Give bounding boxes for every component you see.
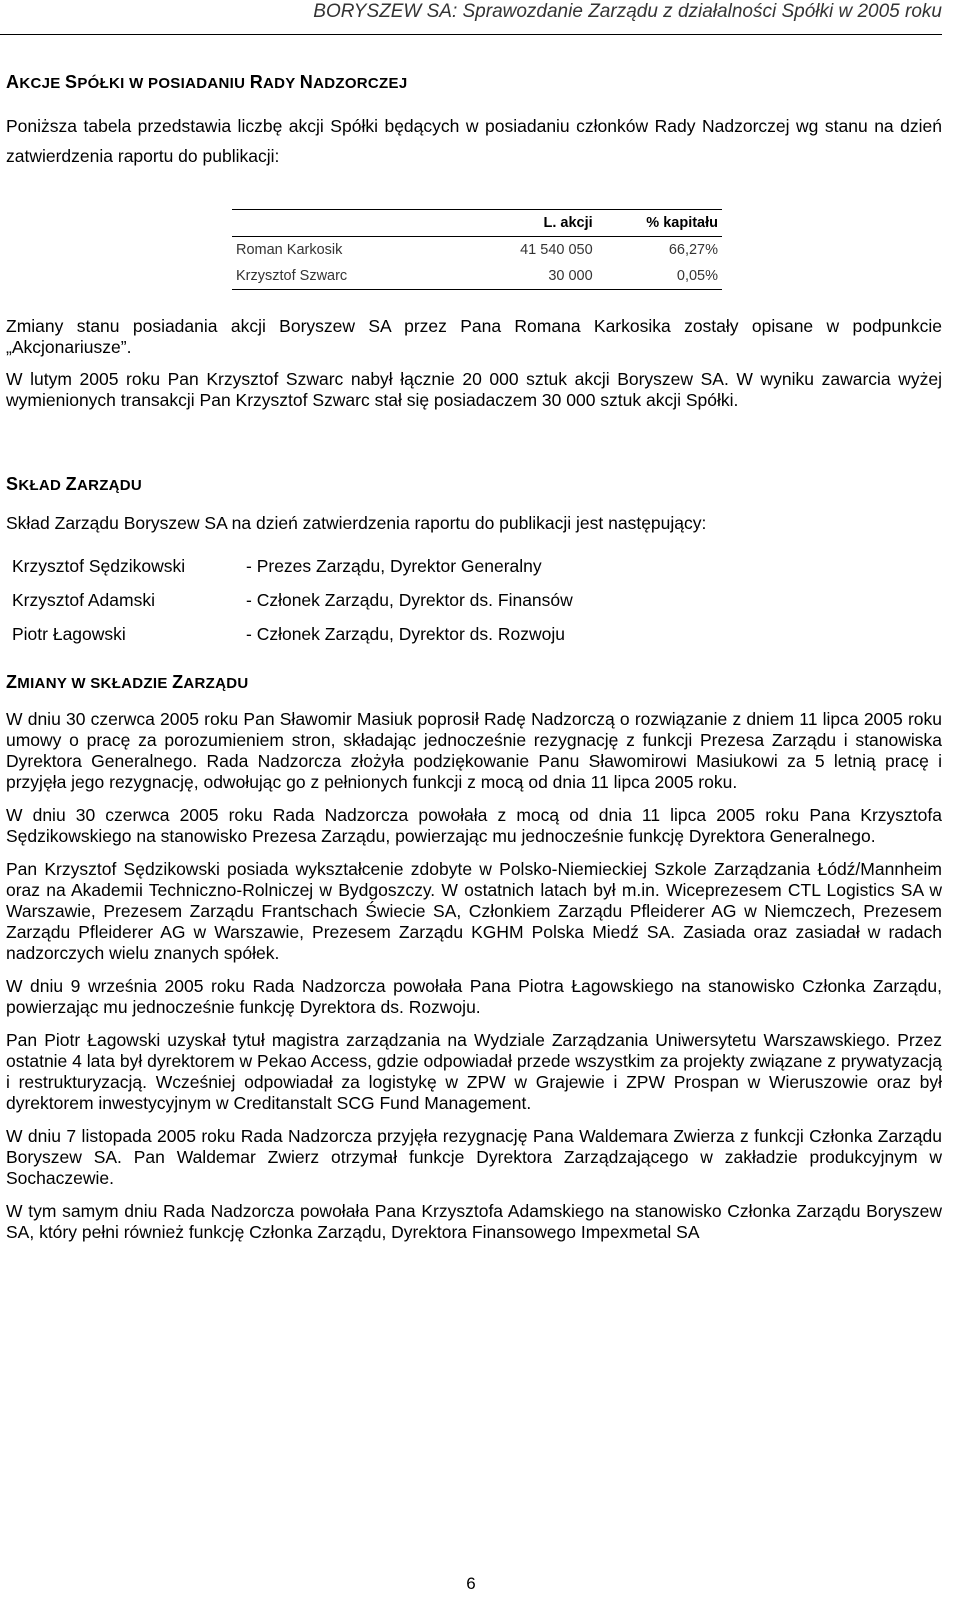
table-row [232, 263, 722, 290]
paragraph: Pan Piotr Łagowski uzyskał tytuł magistra zarządzania na Wydziale Zarządzania Uniwersytetu Warszawskiego. Przez ostatnie 4 lata był dyrektorem w Pekao Access, gdzie odpowiadał przede wszystkim za projekty związane z prywatyzacją i restrukturyzacją. Wcześniej odpowiadał za logistykę w ZPW w Grajewie i ZPW Prospan w Wieruszowie oraz był dyrektorem inwestycyjnym w Creditanstalt SCG Fund Management. [6, 1030, 942, 1113]
board-member-name: Krzysztof Sędzikowski [12, 556, 186, 576]
paragraph: Pan Krzysztof Sędzikowski posiada wykształcenie zdobyte w Polsko-Niemieckiej Szkole Zarządzania Łódź/Mannheim oraz na Akademii Techniczno-Rolniczej w Bydgoszczy. W ostatnich latach był m.in. Wiceprezesem CTL Logistics SA w Warszawie, Prezesem Zarządu Frantschach Świecie SA, Członkiem Zarządu Pfleiderer AG w Niemczech, Prezesem Zarządu Pfleiderer AG w Warszawie, Prezesem Zarządu KGHM Polska Miedź SA. Zasiada oraz zasiadał w radach nadzorczych wielu znanych spółek. [6, 859, 942, 963]
paragraph: W dniu 9 września 2005 roku Rada Nadzorcza powołała Pana Piotra Łagowskiego na stanowisko Członka Zarządu, powierzając mu jednocześnie funkcję Dyrektora ds. Rozwoju. [6, 976, 942, 1017]
shares-intro: Poniższa tabela przedstawia liczbę akcji Spółki będących w posiadaniu członków Rady Nadzorczej wg stanu na dzień zatwierdzenia raportu do publikacji: [6, 116, 942, 166]
shareholder-name: Roman Karkosik [236, 242, 343, 258]
list-item [12, 622, 942, 656]
column-header-shares: L. akcji [470, 210, 597, 237]
share-count: 30 000 [470, 263, 597, 290]
share-count: 41 540 050 [520, 242, 593, 258]
page-content [6, 64, 942, 1243]
section-title-supervisory-shares: AKCJE SPÓŁKI W POSIADANIU RADY NADZORCZEJ [6, 72, 408, 92]
board-member-name: Piotr Łagowski [12, 624, 126, 644]
paragraph: W lutym 2005 roku Pan Krzysztof Szwarc nabył łącznie 20 000 sztuk akcji Boryszew SA. W wyniku zawarcia wyżej wymienionych transakcji Pan Krzysztof Szwarc stał się posiadaczem 30 000 sztuk akcji Spółki. [6, 369, 942, 410]
board-list [12, 554, 942, 656]
column-header-name [232, 210, 470, 237]
paragraph: W dniu 30 czerwca 2005 roku Pan Sławomir Masiuk poprosił Radę Nadzorczą o rozwiązanie z dniem 11 lipca 2005 roku umowy o pracę za porozumieniem stron, składając jednocześnie rezygnację z funkcji Prezesa Zarządu i stanowiska Dyrektora Generalnego. Rada Nadzorcza złożyła podziękowanie Panu Sławomirowi Masiukowi za 5 letnią pracę i przyjęła jego rezygnację, odwołując go z pełnionych funkcji z mocą od dnia 11 lipca 2005 roku. [6, 709, 942, 792]
section-title-board-changes: ZMIANY W SKŁADZIE ZARZĄDU [6, 672, 249, 692]
header-rule [0, 34, 942, 35]
board-member-role: - Członek Zarządu, Dyrektor ds. Finansów [246, 590, 573, 610]
list-item [12, 588, 942, 622]
list-item [12, 554, 942, 588]
column-header-percent: % kapitału [597, 210, 722, 237]
board-member-role: - Prezes Zarządu, Dyrektor Generalny [246, 556, 542, 576]
share-percent: 0,05% [597, 263, 722, 290]
share-percent: 66,27% [668, 242, 718, 258]
paragraph: W dniu 30 czerwca 2005 roku Rada Nadzorcza powołała z mocą od dnia 11 lipca 2005 roku Pana Krzysztofa Sędzikowskiego na stanowisko Prezesa Zarządu, powierzając mu jednocześnie funkcję Dyrektora Generalnego. [6, 805, 942, 846]
paragraph: W dniu 7 listopada 2005 roku Rada Nadzorcza przyjęła rezygnację Pana Waldemara Zwierza z funkcji Członka Zarządu Boryszew SA. Pan Waldemar Zwierz otrzymał funkcje Dyrektora Zarządzającego w zakładzie produkcyjnym w Sochaczewie. [6, 1126, 942, 1188]
shares-table [232, 209, 722, 290]
board-member-name: Krzysztof Adamski [12, 590, 155, 610]
shareholder-name: Krzysztof Szwarc [232, 263, 470, 290]
board-intro: Skład Zarządu Boryszew SA na dzień zatwierdzenia raportu do publikacji jest następujący: [6, 513, 707, 533]
paragraph: W tym samym dniu Rada Nadzorcza powołała Pana Krzysztofa Adamskiego na stanowisko Członka Zarządu Boryszew SA, który pełni również funkcję Członka Zarządu, Dyrektora Finansowego Impexmetal SA [6, 1201, 942, 1242]
table-row [232, 237, 722, 264]
board-member-role: - Członek Zarządu, Dyrektor ds. Rozwoju [246, 624, 565, 644]
section-title-board-composition: SKŁAD ZARZĄDU [6, 474, 143, 494]
paragraph: Zmiany stanu posiadania akcji Boryszew SA przez Pana Romana Karkosika zostały opisane w podpunkcie „Akcjonariusze”. [6, 316, 942, 357]
page-number: 6 [466, 1574, 476, 1593]
table-header-row [232, 210, 722, 237]
running-header: BORYSZEW SA: Sprawozdanie Zarządu z działalności Spółki w 2005 roku [313, 1, 942, 22]
